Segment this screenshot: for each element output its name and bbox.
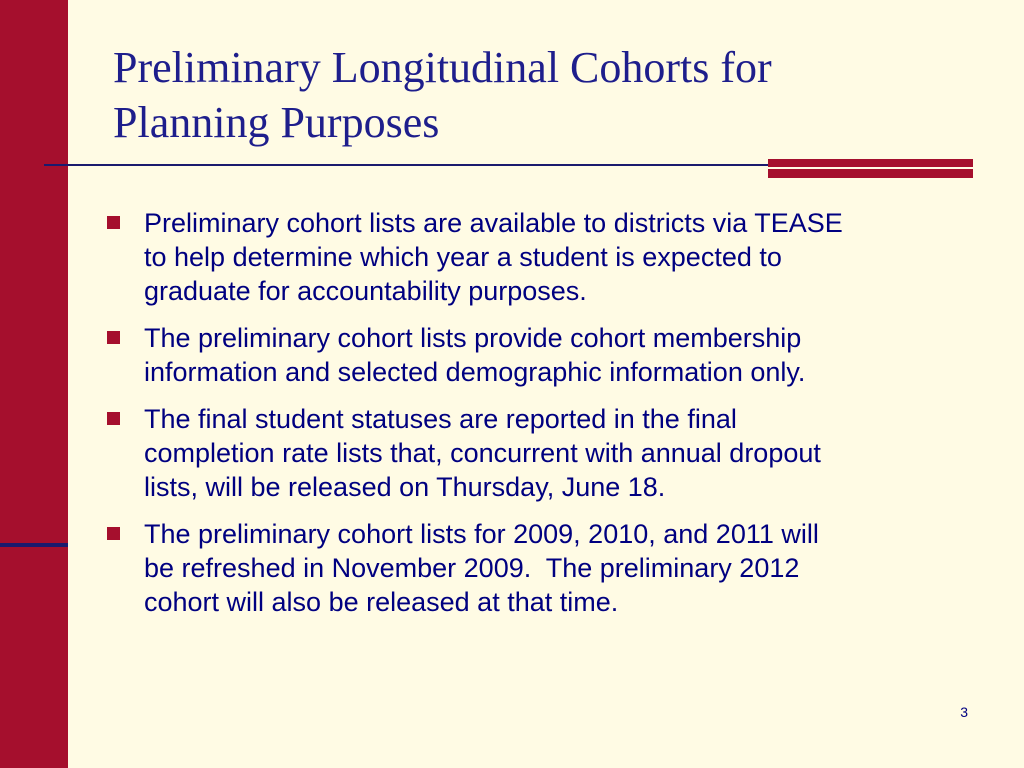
bullet-text: The final student statuses are reported in the final completion rate lists that, concurrent with annual dropout lists, will be released on Thursday, June 18. (144, 404, 821, 502)
bullet-list (106, 206, 976, 632)
bullet-item (106, 402, 976, 504)
square-bullet-icon (107, 331, 120, 344)
bullet-text: The preliminary cohort lists for 2009, 2010, and 2011 will be refreshed in November 2009. The preliminary 2012 cohort will also be released at that time. (144, 519, 819, 617)
slide-title: Preliminary Longitudinal Cohorts for Planning Purposes (113, 43, 772, 147)
bullet-item (106, 517, 976, 619)
bullet-text: Preliminary cohort lists are available to districts via TEASE to help determine which year a student is expected to graduate for accountability purposes. (144, 208, 843, 306)
bullet-text: The preliminary cohort lists provide cohort membership information and selected demographic information only. (144, 323, 806, 387)
left-bar-divider (0, 543, 68, 547)
page-number: 3 (960, 704, 968, 720)
bullet-item (106, 321, 976, 389)
title-underline (44, 164, 768, 166)
left-decorative-bar (0, 0, 68, 768)
square-bullet-icon (107, 527, 120, 540)
square-bullet-icon (107, 216, 120, 229)
bullet-item (106, 206, 976, 308)
square-bullet-icon (107, 412, 120, 425)
title-accent-stripe (768, 167, 973, 169)
